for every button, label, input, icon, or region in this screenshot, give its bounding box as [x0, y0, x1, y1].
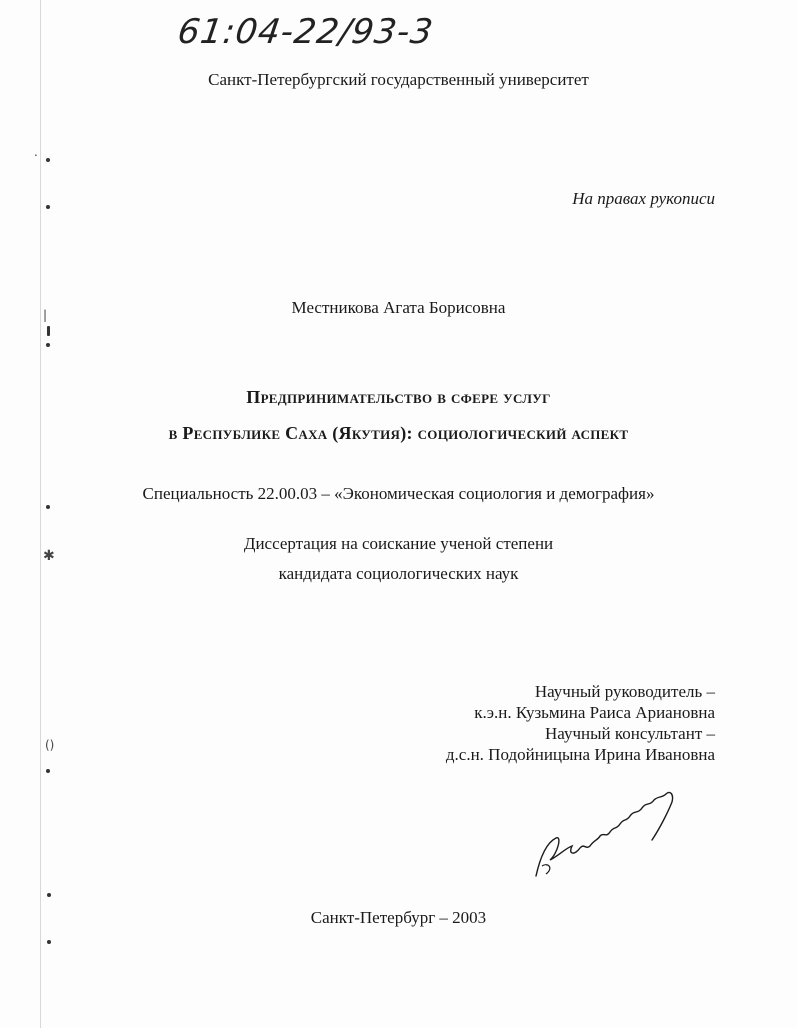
city-and-year: Санкт-Петербург – 2003: [310, 908, 487, 927]
scan-speck: [46, 158, 50, 162]
title-line-2: в Республике Саха (Якутия): социологический аспект: [168, 423, 629, 443]
manuscript-rights-note: На правах рукописи: [572, 189, 715, 208]
specialty-line: Специальность 22.00.03 – «Экономическая социология и демография»: [142, 484, 655, 503]
author-signature: [528, 788, 688, 883]
advisor-label: Научный руководитель –: [534, 682, 715, 701]
scan-mark: ✱: [43, 548, 55, 564]
consultant-label: Научный консультант –: [545, 724, 715, 743]
scan-speck: [46, 205, 50, 209]
scan-speck: [47, 940, 51, 944]
scan-mark: (): [45, 738, 55, 752]
scan-speck: [47, 893, 51, 897]
scan-edge-line: [40, 0, 41, 1028]
university-name: Санкт-Петербургский государственный университет: [208, 70, 589, 89]
scan-speck: [47, 326, 50, 336]
consultant-name: д.с.н. Подойницына Ирина Ивановна: [445, 745, 715, 764]
scan-mark: .: [34, 145, 38, 159]
scan-speck: [46, 343, 50, 347]
title-line-1: Предпринимательство в сфере услуг: [246, 387, 551, 407]
supervisors-block: [446, 681, 715, 765]
advisor-name: к.э.н. Кузьмина Раиса Ариановна: [474, 703, 715, 722]
dissertation-degree-line-1: Диссертация на соискание ученой степени: [243, 534, 554, 553]
dissertation-degree-line-2: кандидата социологических наук: [278, 564, 519, 583]
scan-speck: [46, 769, 50, 773]
author-name: Местникова Агата Борисовна: [291, 298, 506, 317]
scan-mark: |: [43, 308, 48, 322]
scan-speck: [46, 505, 50, 509]
archive-number-handwritten: 61:04-22/93-3: [175, 12, 436, 52]
